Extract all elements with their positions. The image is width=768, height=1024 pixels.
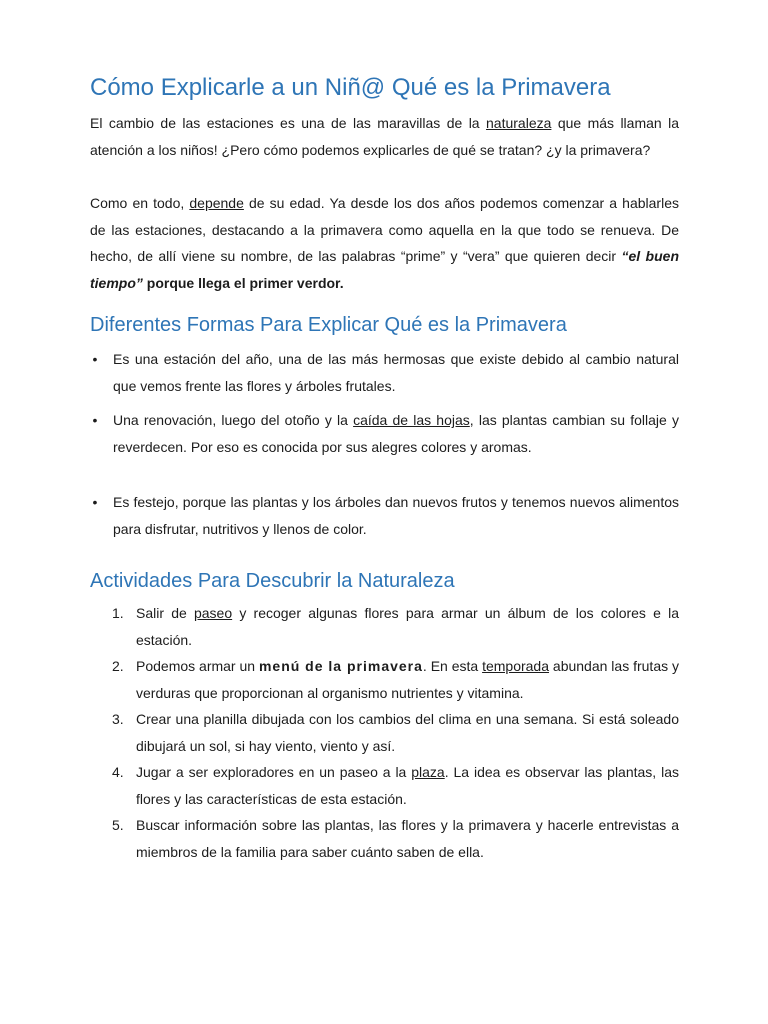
- buen-tiempo-quote: “el buen tiempo”: [90, 248, 679, 291]
- list-item: [90, 600, 679, 653]
- list-item-text: Salir de: [136, 605, 194, 621]
- primer-verdor-text: porque llega el primer verdor.: [142, 274, 344, 291]
- list-item-text: , las plantas cambian su follaje y reverdecen. Por eso es conocida por sus alegres colores y aromas.: [113, 412, 679, 455]
- intro-paragraph-1: [90, 110, 679, 163]
- menu-primavera-text: menú de la primavera: [258, 658, 423, 674]
- list-number: 5.: [112, 817, 124, 833]
- list-item: [90, 653, 679, 706]
- list-number: 3.: [112, 711, 124, 727]
- spacer: [90, 296, 679, 310]
- list-item-text: Jugar a ser exploradores en un paseo a la: [136, 764, 412, 780]
- list-item-text: . En esta: [422, 658, 483, 674]
- list-item-text: Es una estación del año, una de las más hermosas que existe debido al cambio natural que vemos frente las flores y árboles frutales.: [113, 351, 679, 394]
- list-number: 2.: [112, 658, 124, 674]
- bullet-icon: •: [92, 494, 98, 510]
- list-item-text: Podemos armar un: [136, 658, 259, 674]
- list-item-text: abundan las frutas y verduras que proporcionan al organismo nutrientes y vitamina.: [136, 658, 679, 701]
- intro-paragraph-2: [90, 190, 679, 296]
- temporada-link[interactable]: temporada: [482, 658, 550, 674]
- spacer: [90, 542, 679, 566]
- list-item-text: Crear una planilla dibujada con los cambios del clima en una semana. Si está soleado dibujará un sol, si hay viento, viento y así.: [136, 711, 679, 754]
- paseo-link[interactable]: paseo: [193, 605, 233, 621]
- section-heading-actividades: Actividades Para Descubrir la Naturaleza: [90, 570, 455, 592]
- caida-hojas-link[interactable]: caída de las hojas: [353, 412, 470, 428]
- list-item-text: . La idea es observar las plantas, las flores y las características de esta estación.: [136, 764, 679, 807]
- list-item-text: y recoger algunas flores para armar un álbum de los colores e la estación.: [136, 605, 680, 648]
- list-item-text: Es festejo, porque las plantas y los árboles dan nuevos frutos y tenemos nuevos alimentos para disfrutar, nutritivos y llenos de color.: [113, 494, 679, 537]
- intro-text: de su edad. Ya desde los dos años podemos comenzar a hablarles de las estaciones, destacando a la primavera como aquella en la que todo se renueva. De hecho, de allí viene su nombre, de las palabras “prime” y “vera” que quieren decir: [90, 195, 679, 264]
- list-item: [90, 346, 679, 399]
- intro-text: El cambio de las estaciones es una de las maravillas de la: [90, 115, 487, 131]
- list-item: [90, 759, 679, 812]
- document-page: [90, 70, 679, 865]
- list-item: [90, 812, 679, 865]
- list-number: 1.: [112, 605, 124, 621]
- bullet-icon: •: [92, 351, 98, 367]
- formas-list: [90, 346, 679, 542]
- actividades-list: [90, 600, 679, 865]
- plaza-link[interactable]: plaza: [411, 764, 445, 780]
- bullet-icon: •: [92, 412, 98, 428]
- intro-text: que más llaman la atención a los niños! ¿Pero cómo podemos explicarles de qué se tratan? ¿y la primavera?: [90, 115, 679, 158]
- spacer: [90, 163, 679, 190]
- list-item: [90, 706, 679, 759]
- section-heading-formas: Diferentes Formas Para Explicar Qué es la Primavera: [90, 314, 567, 336]
- list-number: 4.: [112, 764, 124, 780]
- list-item-text: Buscar información sobre las plantas, las flores y la primavera y hacerle entrevistas a miembros de la familia para saber cuánto saben de ella.: [136, 817, 679, 860]
- depende-link[interactable]: depende: [189, 195, 244, 211]
- list-item: [90, 407, 679, 460]
- intro-text: Como en todo,: [90, 195, 190, 211]
- page-title: Cómo Explicarle a un Niñ@ Qué es la Primavera: [90, 74, 611, 101]
- naturaleza-link[interactable]: naturaleza: [486, 115, 552, 131]
- list-item-text: Una renovación, luego del otoño y la: [113, 412, 354, 428]
- list-item: [90, 489, 679, 542]
